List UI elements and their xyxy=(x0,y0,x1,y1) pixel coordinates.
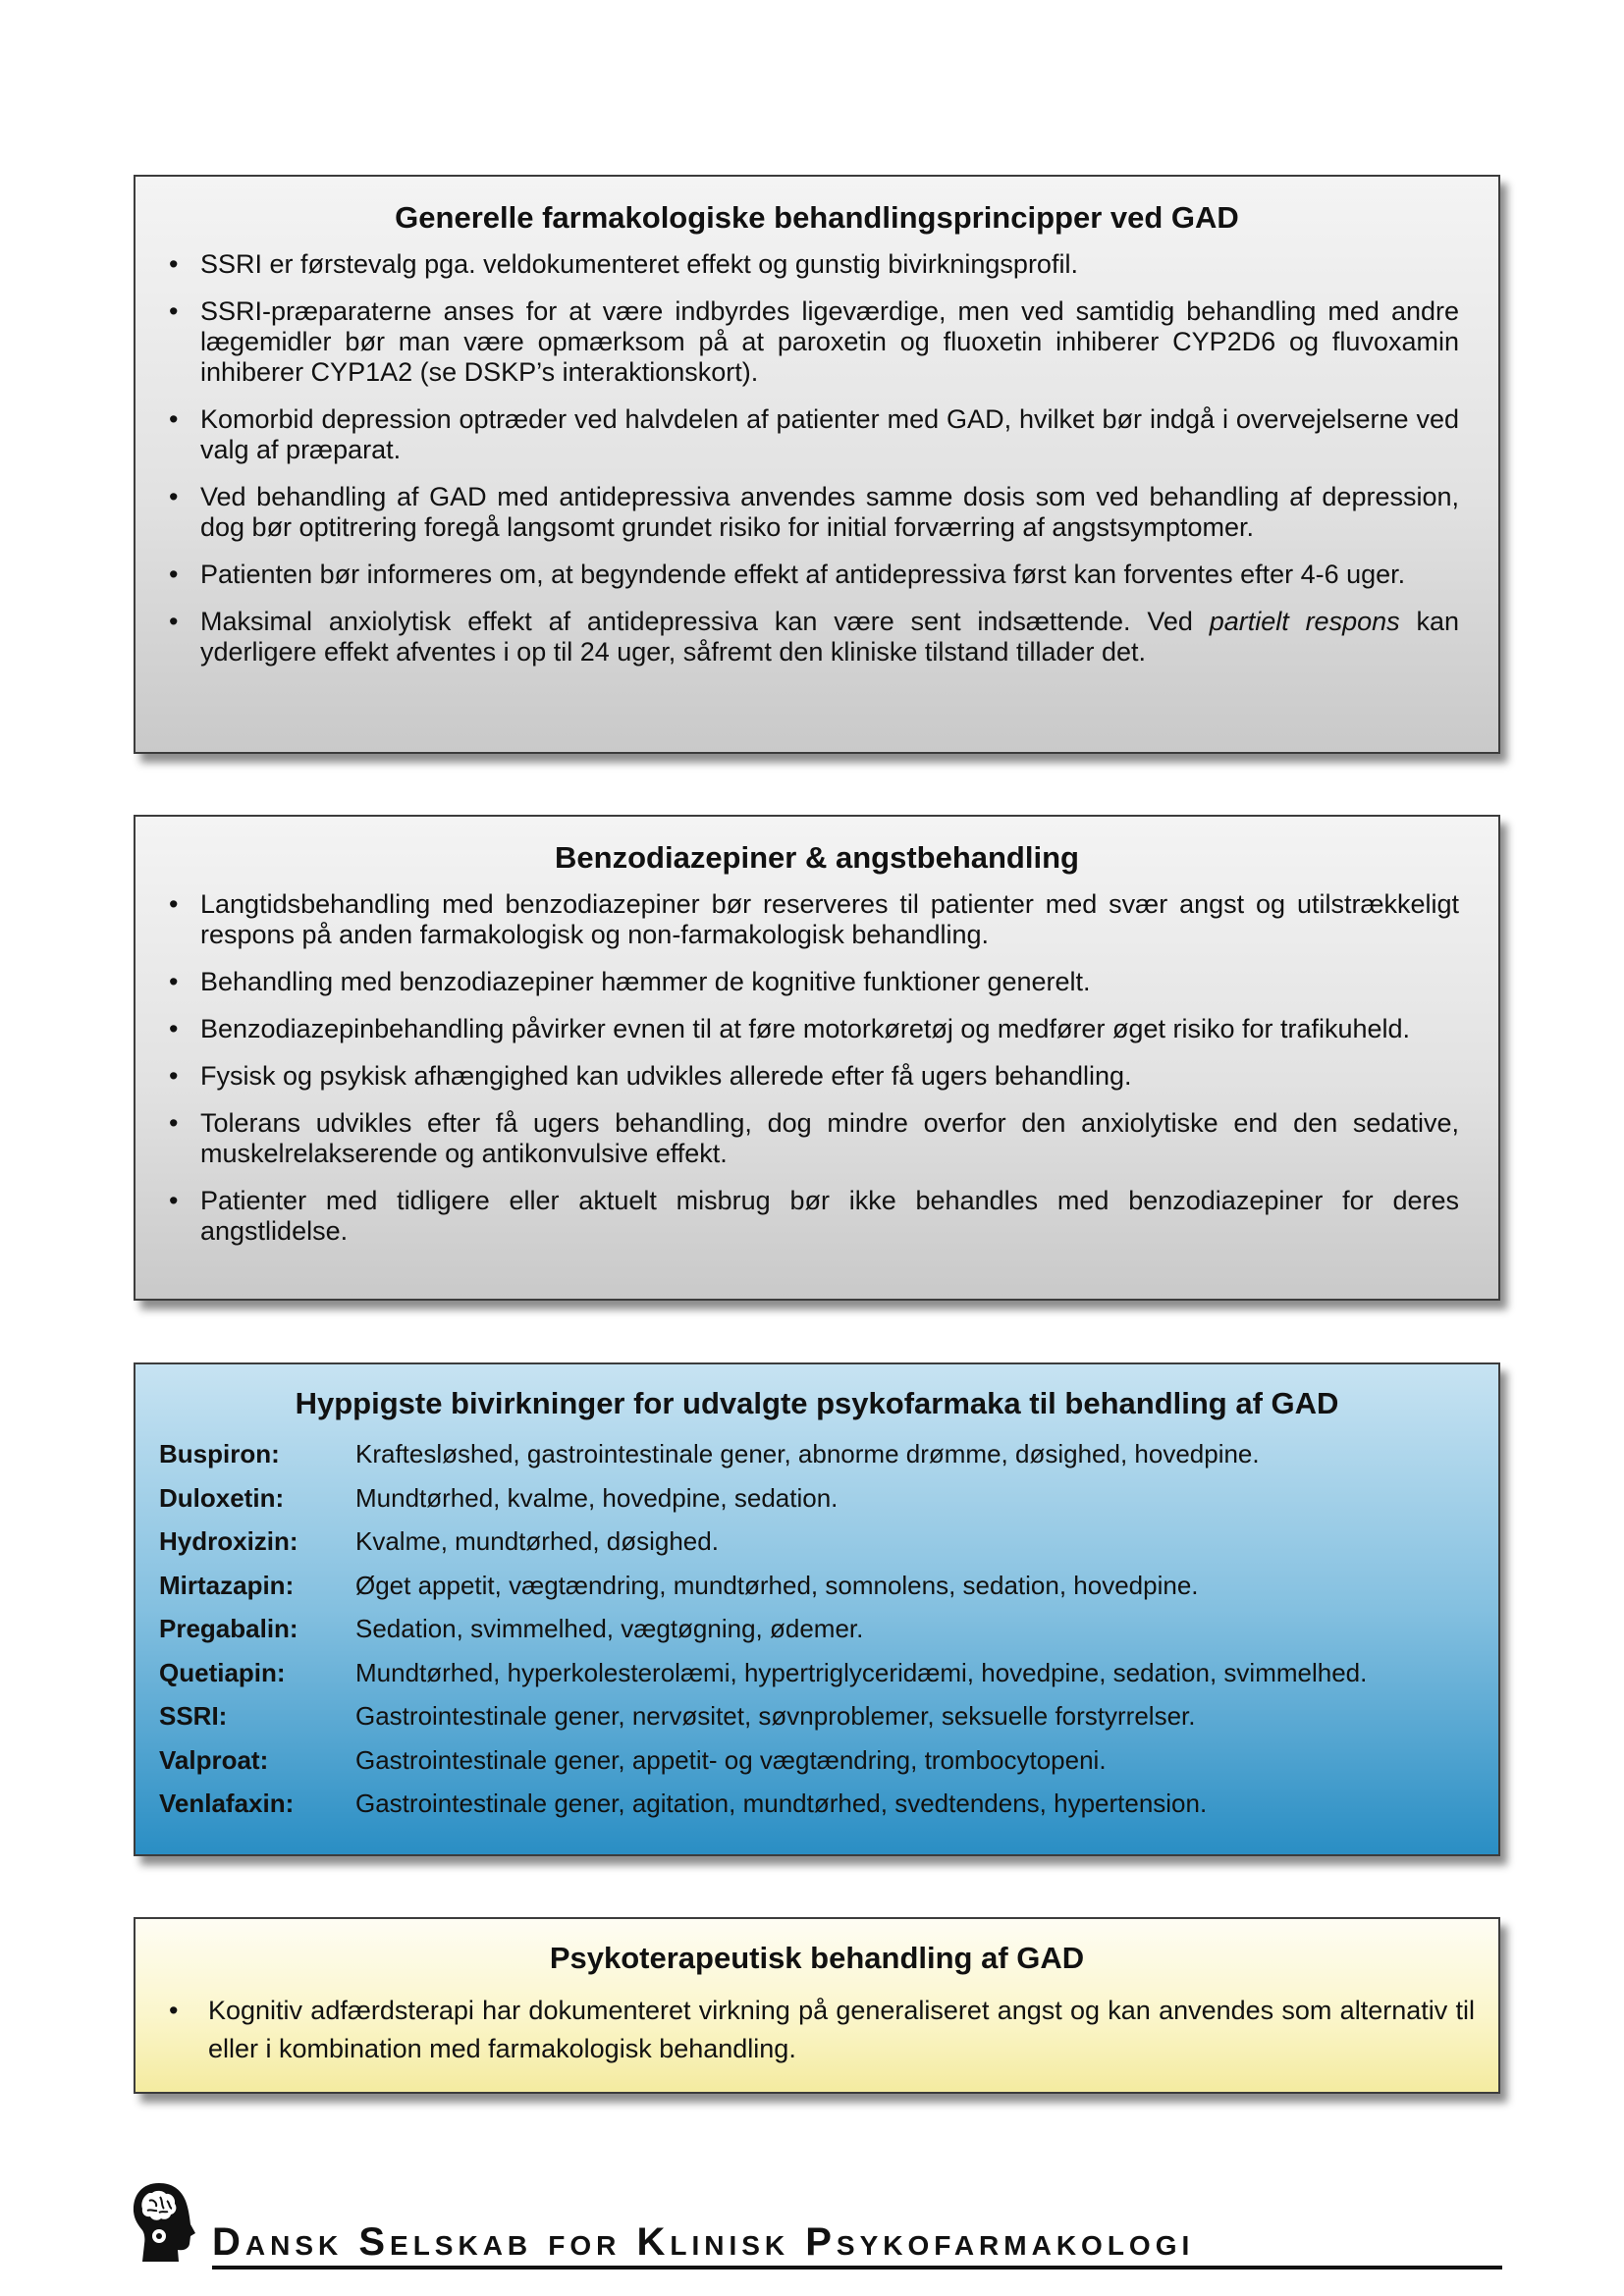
list-item: • Benzodiazepinbehandling påvirker evnen til at føre motorkøretøj og medfører øget risiko for trafikuheld. xyxy=(169,1014,1459,1044)
organization-name: Dansk Selskab for Klinisk Psykofarmakologi xyxy=(212,2220,1195,2264)
drug-effects: Gastrointestinale gener, agitation, mundtørhed, svedtendens, hypertension. xyxy=(355,1789,1208,1818)
box-side-effects xyxy=(134,1362,1500,1856)
list-item: • Langtidsbehandling med benzodiazepiner bør reserveres til patienter med svær angst og utilstrækkeligt respons på anden farmakologisk og non-farmakologisk behandling. xyxy=(169,889,1459,950)
bullet-list xyxy=(135,249,1498,667)
drug-effects: Kraftesløshed, gastrointestinale gener, abnorme drømme, døsighed, hovedpine. xyxy=(355,1439,1260,1468)
head-brain-icon xyxy=(130,2179,202,2264)
footer-divider xyxy=(212,2266,1502,2269)
drug-effects: Mundtørhed, kvalme, hovedpine, sedation. xyxy=(355,1482,839,1513)
drug-effects: Øget appetit, vægtændring, mundtørhed, somnolens, sedation, hovedpine. xyxy=(355,1570,1199,1600)
text: kan yderligere effekt afventes i op til 24 uger, såfremt den kliniske tilstand tillader det. xyxy=(200,607,1459,667)
list-item: • Ved behandling af GAD med antidepressiva anvendes samme dosis som ved behandling af depression, dog bør optitrering foregå langsomt grundet risiko for initial forværring af angstsymptomer. xyxy=(169,482,1459,543)
drug-name: Duloxetin: xyxy=(159,1482,285,1513)
table-row xyxy=(159,1745,1473,1775)
list-item: • Behandling med benzodiazepiner hæmmer de kognitive funktioner generelt. xyxy=(169,967,1459,997)
drug-name: SSRI: xyxy=(159,1701,228,1731)
drug-name: Buspiron: xyxy=(159,1439,280,1468)
drug-name: Hydroxizin: xyxy=(159,1526,298,1556)
drug-name: Mirtazapin: xyxy=(159,1570,295,1600)
box-title: Psykoterapeutisk behandling af GAD xyxy=(549,1941,1085,1975)
list-item: • Patienter med tidligere eller aktuelt misbrug bør ikke behandles med benzodiazepiner for deres angstlidelse. xyxy=(169,1186,1459,1247)
list-item xyxy=(169,607,1459,667)
drug-name: Quetiapin: xyxy=(159,1657,286,1687)
table-row xyxy=(159,1439,1473,1468)
drug-name: Valproat: xyxy=(159,1744,269,1775)
box-benzodiazepines xyxy=(134,815,1500,1301)
drug-effects: Kvalme, mundtørhed, døsighed. xyxy=(355,1526,719,1556)
drug-name: Pregabalin: xyxy=(159,1614,298,1643)
table-row xyxy=(159,1483,1473,1513)
list-item: • SSRI-præparaterne anses for at være indbyrdes ligeværdige, men ved samtidig behandling med andre lægemidler bør man være opmærksom på at paroxetin og fluoxetin inhiberer CYP2D6 og fluvoxamin inhiberer CYP1A2 (se DSKP’s interaktionskort). xyxy=(169,296,1459,388)
italic-text: partielt respons xyxy=(1209,607,1400,636)
table-row xyxy=(159,1614,1473,1643)
box-general-principles xyxy=(134,175,1500,754)
table-row xyxy=(159,1701,1473,1731)
table-row xyxy=(159,1571,1473,1600)
table-row xyxy=(159,1789,1473,1818)
box-psychotherapy xyxy=(134,1917,1500,2094)
box-title: Benzodiazepiner & angstbehandling xyxy=(555,840,1079,875)
list-item: • Tolerans udvikles efter få ugers behandling, dog mindre overfor den anxiolytiske end den sedative, muskelrelakserende og antikonvulsive effekt. xyxy=(169,1108,1459,1169)
bullet-list xyxy=(135,889,1498,1247)
drug-effects: Gastrointestinale gener, appetit- og vægtændring, trombocytopeni. xyxy=(355,1744,1107,1775)
list-item: • Komorbid depression optræder ved halvdelen af patienter med GAD, hvilket bør indgå i overvejelserne ved valg af præparat. xyxy=(169,404,1459,465)
list-item: • Kognitiv adfærdsterapi har dokumenteret virkning på generaliseret angst og kan anvendes som alternativ til eller i kombination med farmakologisk behandling. xyxy=(169,1992,1475,2068)
drug-effects: Mundtørhed, hyperkolesterolæmi, hypertriglyceridæmi, hovedpine, sedation, svimmelhed. xyxy=(355,1657,1368,1687)
text: Maksimal anxiolytisk effekt af antidepressiva kan være sent indsættende. Ved xyxy=(200,607,1210,636)
table-row xyxy=(159,1658,1473,1687)
table-row xyxy=(159,1526,1473,1556)
box-title: Hyppigste bivirkninger for udvalgte psykofarmaka til behandling af GAD xyxy=(295,1386,1339,1420)
side-effects-table xyxy=(135,1439,1498,1818)
list-item: • SSRI er førstevalg pga. veldokumenteret effekt og gunstig bivirkningsprofil. xyxy=(169,249,1459,280)
drug-effects: Gastrointestinale gener, nervøsitet, søvnproblemer, seksuelle forstyrrelser. xyxy=(355,1701,1196,1731)
list-item: • Patienten bør informeres om, at begyndende effekt af antidepressiva først kan forventes efter 4-6 uger. xyxy=(169,560,1459,590)
box-title: Generelle farmakologiske behandlingsprincipper ved GAD xyxy=(395,200,1239,235)
drug-name: Venlafaxin: xyxy=(159,1789,295,1818)
bullet-list xyxy=(135,1992,1498,2068)
drug-effects: Sedation, svimmelhed, vægtøgning, ødemer. xyxy=(355,1614,864,1643)
footer xyxy=(130,2179,1504,2277)
list-item: • Fysisk og psykisk afhængighed kan udvikles allerede efter få ugers behandling. xyxy=(169,1061,1459,1092)
